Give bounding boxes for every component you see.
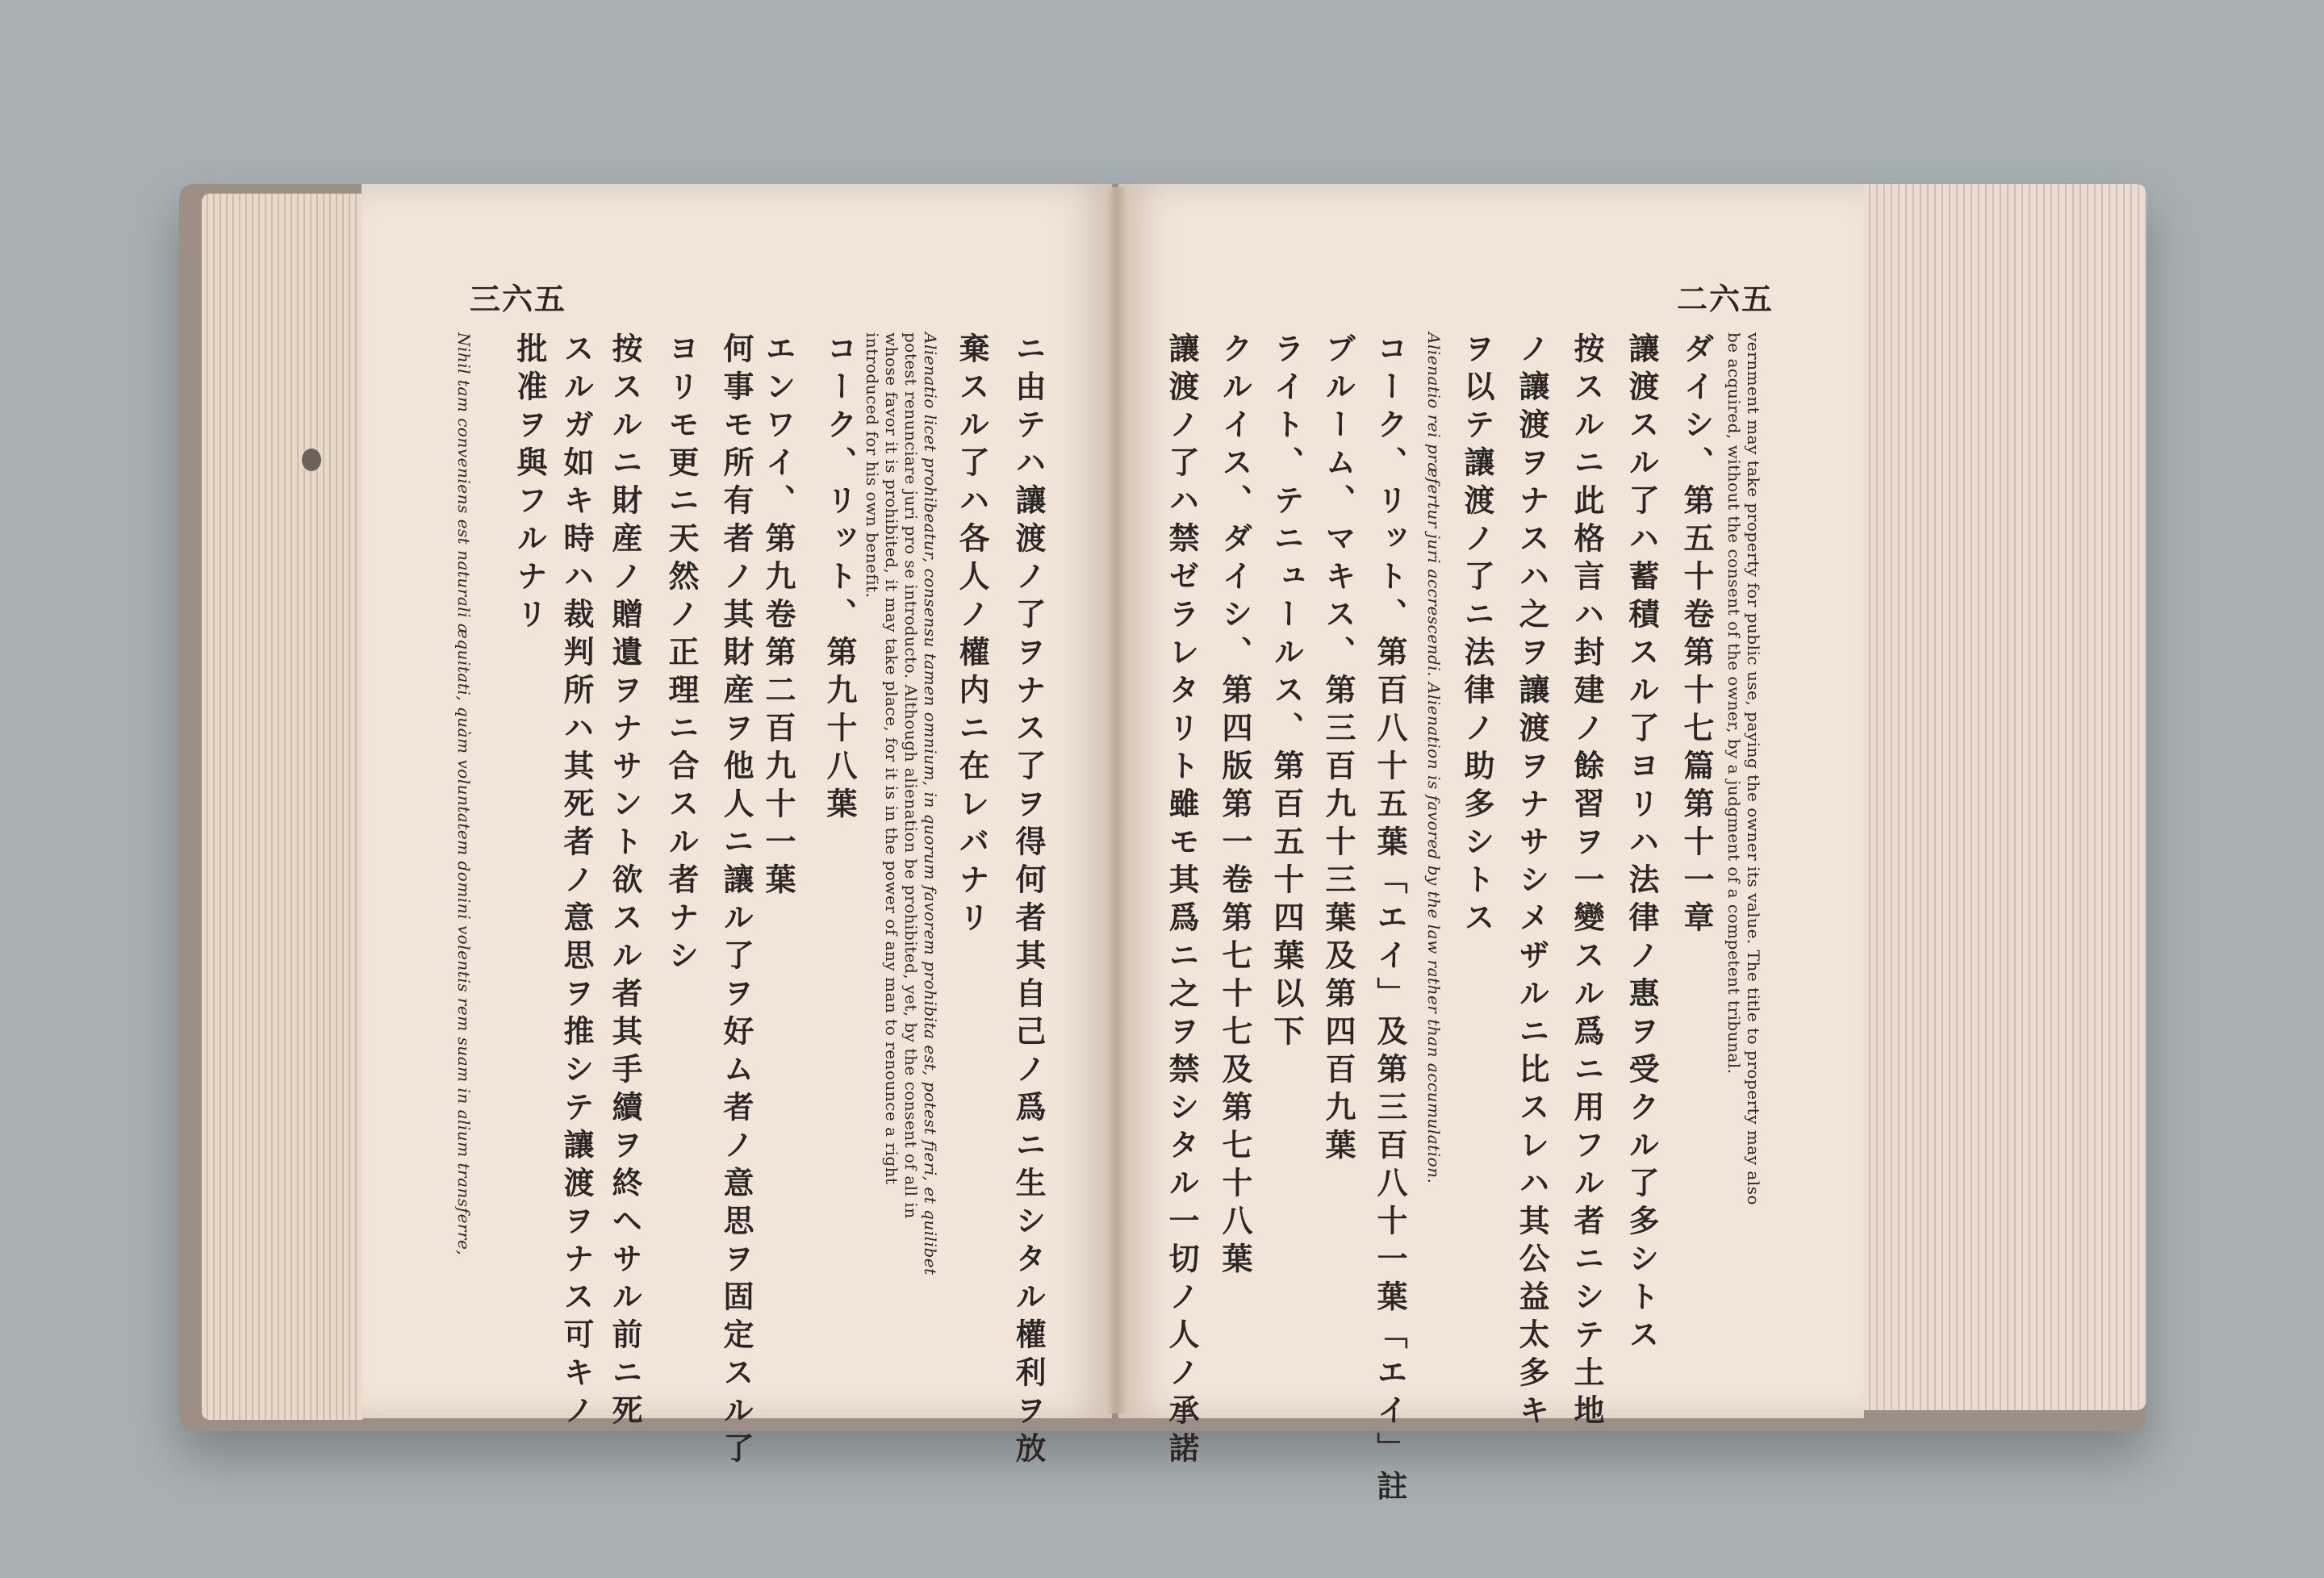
left-col-5: whose favor it is prohibited, it may take place, for it is in the power of any man to renounce a right — [882, 332, 901, 1185]
left-page-edges — [202, 194, 363, 1420]
right-col-7: ヲ以テ讓渡ノ了ニ法律ノ助多シトス — [1459, 332, 1495, 939]
left-col-12: 批准ヲ與フルナリ — [512, 332, 548, 636]
left-col-11: スルガ如キ時ハ裁判所ハ其死者ノ意思ヲ推シテ讓渡ヲナス可キノ — [558, 332, 595, 1432]
left-col-8: 何事モ所有者ノ其財産ヲ他人ニ讓ル了ヲ好ム者ノ意思ヲ固定スル了 — [718, 332, 754, 1470]
left-col-2: 棄スル了ハ各人ノ權内ニ在レバナリ — [954, 332, 990, 939]
right-col-1: vernment may take property for public use, paying the owner its value. The title to property may also — [1744, 332, 1763, 1206]
right-col-10: ブルーム、マキス、第三百九十三葉及第四百九葉 — [1320, 332, 1356, 1167]
left-col-3: Alienatio licet prohibeatur, consensu tamen omnium, in quorum favorem prohibita est, potest fieri, et quilibet — [921, 332, 940, 1275]
punch-hole — [302, 449, 321, 471]
right-col-11: ライト、テニュールス、第百五十四葉以下 — [1269, 332, 1305, 1053]
left-col-10: 按スルニ財産ノ贈遺ヲナサント欲スル者其手續ヲ終ヘサル前ニ死 — [607, 332, 643, 1432]
right-col-4: 讓渡スル了ハ蓄積スル了ヨリハ法律ノ惠ヲ受クル了多シトス — [1624, 332, 1660, 1356]
left-col-7: コーク、リット、第九十八葉 — [821, 332, 858, 825]
right-col-2: be acquired, without the consent of the owner, by a judgment of a competent tribunal. — [1724, 332, 1744, 1075]
left-col-citation: エンワイ、第九卷第二百九十一葉 — [760, 332, 796, 901]
right-col-8: Alienatio rei præfertur juri accrescendi. Alienation is favored by the law rather than accumulation. — [1424, 332, 1444, 1184]
right-col-3: ダイシ、第五十卷第十七篇第十一章 — [1678, 332, 1715, 939]
left-col-4: potest renunciare juri pro se introducto. Although alienation be prohibited, yet, by the consent of all in — [901, 332, 921, 1219]
left-col-1: ニ由テハ讓渡ノ了ヲナス了ヲ得何者其自己ノ爲ニ生シタル權利ヲ放 — [1010, 332, 1047, 1470]
right-col-9: コーク、リット、第百八十五葉「エイ」及第三百八十一葉「エイ」註 — [1372, 332, 1408, 1508]
left-col-6: introduced for his own benefit. — [863, 332, 882, 599]
left-col-13: Nihil tam conveniens est naturali æquitati, quàm voluntatem domini volentis rem suam in alium transferre, — [454, 332, 474, 1256]
right-col-12: クルイス、ダイシ、第四版第一卷第七十七及第七十八葉 — [1217, 332, 1253, 1280]
left-col-9: ヨリモ更ニ天然ノ正理ニ合スル者ナシ — [663, 332, 700, 977]
right-col-5: 按スルニ此格言ハ封建ノ餘習ヲ一變スル爲ニ用フル者ニシテ土地 — [1569, 332, 1605, 1432]
right-col-13: 讓渡ノ了ハ禁ゼラレタリト雖モ其爲ニ之ヲ禁シタル一切ノ人ノ承諾 — [1164, 332, 1200, 1470]
right-page-edges — [1856, 184, 2146, 1410]
left-page-number: 三六五 — [470, 281, 567, 317]
right-col-6: ノ讓渡ヲナスハ之ヲ讓渡ヲナサシメザルニ比スレハ其公益太多キ — [1514, 332, 1550, 1432]
right-page-number: 二六五 — [1677, 281, 1774, 317]
book-gutter — [1106, 187, 1128, 1413]
